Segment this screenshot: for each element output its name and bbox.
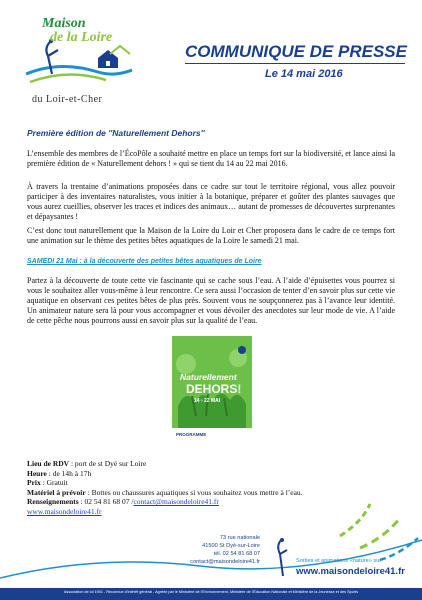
- info-contact-value: : 02 54 81 68 07 /: [78, 497, 134, 507]
- info-material-value: : Bottes ou chaussures aquatiques si vous souhaitez vous mettre à l’eau.: [85, 487, 303, 497]
- event-poster: [172, 336, 252, 446]
- info-price-value: : Gratuit: [40, 478, 68, 488]
- info-rdv-label: Lieu de RDV: [27, 459, 70, 468]
- event-description: Partez à la découverte de toute cette vie fascinante qui se cache sous l’eau. A l’aide d’épuisettes vous pourrez si vous le souhaitez aller vous-même à leur rencontre. Ce sera aussi l’occasion de tenter d’en savoir plus sur cette vie aquatique en observant ces petites bêtes de plus près. Souvent vous ne soupçonnerez pas à l’avance leur identité. Un animateur nature sera là pour vous accompagner et vous dévoiler des anecdotes sur leur mode de vie. A l’aide de cette pêche nous pourrons aussi en savoir plus sur la qualité de l’eau.: [27, 276, 395, 325]
- footer-legal-bar: [0, 588, 422, 600]
- info-time: [27, 469, 397, 479]
- press-release-title: COMMUNIQUE DE PRESSE: [185, 42, 407, 61]
- footer-email-link[interactable]: contact@maisondeloire41.fr: [190, 559, 260, 565]
- footer-legal-text: Association de loi 1901 - Reconnue d’intérêt général - Agréée par le Ministère de l’Environnement, Ministère de l’Éducation Nationale et Ministère de la Jeunesse et des Sports: [63, 590, 359, 594]
- info-contact-label: Renseignements: [27, 497, 79, 507]
- paragraph-activities: À travers la trentaine d’animations proposées dans ce cadre sur tout le territoire régional, vous allez pouvoir participer à des inventaires naturalistes, vous initier à la botanique, préparer et goûter des plantes sauvages que vous aurez cueillies, observer les traces et indices des animaux… autant de promesses de découvertes surprenantes et dépaysantes !: [27, 182, 395, 221]
- info-price-label: Prix: [27, 478, 41, 488]
- footer-slogan: Sorties et animations «nature» sur: [296, 558, 382, 564]
- logo-title-line2: de la Loire: [50, 30, 113, 45]
- info-rdv: [27, 459, 397, 469]
- heron-footer-icon: [272, 536, 290, 578]
- paragraph-event: C’est donc tout naturellement que la Maison de la Loire du Loir et Cher proposera dans le cadre de ce temps fort une animation sur le thème des petites bêtes aquatiques de la Loire le samedi 21 mai.: [27, 226, 395, 245]
- contact-email-link[interactable]: contact@maisondeloire41.fr: [133, 497, 219, 507]
- info-rdv-value: : port de st Dyé sur Loire: [69, 459, 147, 468]
- poster-title-line1: Naturellement: [180, 372, 237, 382]
- info-material: [27, 488, 397, 498]
- footer-address-line: tél. 02 54 81 68 07: [213, 551, 260, 557]
- footer-address-line: 41500 St Dyé-sur-Loire: [202, 543, 260, 549]
- section-heading: Première édition de ''Naturellement Dehors'': [27, 128, 205, 138]
- poster-title-line2: DEHORS!: [186, 382, 242, 396]
- logo-subtitle: du Loir-et-Cher: [32, 94, 103, 105]
- poster-program-label: PROGRAMME: [176, 432, 207, 437]
- poster-dates: 14 › 22 MAI: [194, 398, 221, 404]
- logo-title-line1: Maison: [42, 16, 86, 31]
- info-material-label: Matériel à prévoir: [27, 487, 86, 497]
- header-divider: [185, 63, 405, 64]
- event-heading: SAMEDI 21 Mai : à la découverte des petites bêtes aquatiques de Loire: [27, 258, 262, 265]
- website-link[interactable]: www.maisondeloire41.fr: [27, 506, 102, 516]
- press-release-date: Le 14 mai 2016: [265, 68, 343, 80]
- footer-url-link[interactable]: www.maisondeloire41.fr: [296, 566, 405, 577]
- info-time-label: Heure: [27, 468, 47, 478]
- info-time-value: : de 14h à 17h: [46, 468, 92, 478]
- paragraph-intro: L’ensemble des membres de l’ÉcoPôle a souhaité mettre en place un temps fort sur la biodiversité, et lance ainsi la première édition de « Naturellement dehors ! » qui se tient du 14 au 22 mai 2016.: [27, 149, 395, 168]
- footer-address: [130, 534, 260, 566]
- info-price: [27, 478, 397, 488]
- footer-address-line: 73 rue nationale: [219, 535, 260, 541]
- logo: [20, 14, 140, 109]
